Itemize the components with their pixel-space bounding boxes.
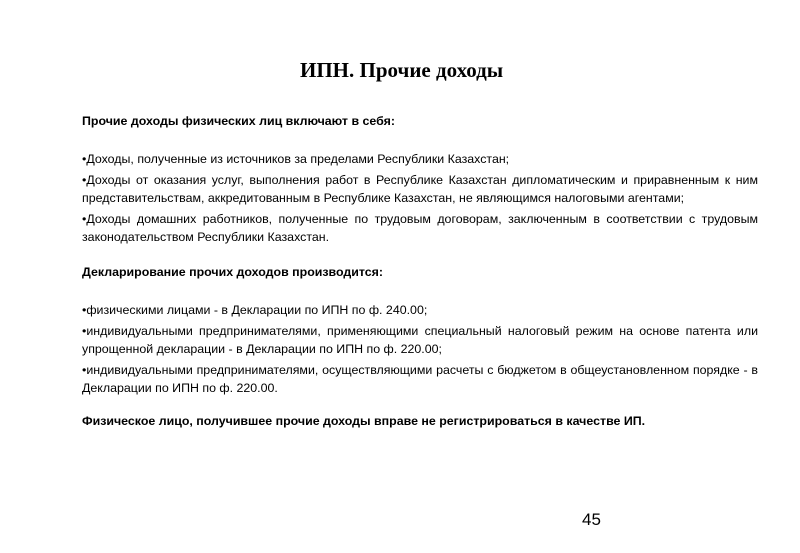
declaration-bullet-list bbox=[82, 302, 758, 398]
spacer bbox=[82, 282, 758, 302]
list-item: •Доходы, полученные из источников за пределами Республики Казахстан; bbox=[82, 151, 510, 166]
footer-note: Физическое лицо, получившее прочие доходы вправе не регистрироваться в качестве ИП. bbox=[82, 414, 646, 428]
slide-body bbox=[82, 113, 758, 431]
list-item: •индивидуальными предпринимателями, применяющими специальный налоговый режим на основе патента или упрощенной декларации - в Декларации по ИПН по ф. 220.00; bbox=[82, 324, 758, 356]
list-item: •физическими лицами - в Декларации по ИПН по ф. 240.00; bbox=[82, 302, 428, 317]
income-bullet-list bbox=[82, 151, 758, 247]
page-number: 45 bbox=[582, 510, 601, 529]
slide-title: ИПН. Прочие доходы bbox=[300, 58, 504, 82]
spacer bbox=[82, 131, 758, 151]
section-heading-income: Прочие доходы физических лиц включают в себя: bbox=[82, 114, 395, 128]
list-item: •индивидуальными предпринимателями, осуществляющими расчеты с бюджетом в общеустановленном порядке - в Декларации по ИПН по ф. 220.00. bbox=[82, 363, 758, 395]
list-item: •Доходы от оказания услуг, выполнения работ в Республике Казахстан дипломатическим и приравненным к ним представительствам, аккредитованным в Республике Казахстан, не являющимся налоговыми агентами; bbox=[82, 173, 758, 205]
section-heading-declaration: Декларирование прочих доходов производится: bbox=[82, 265, 384, 279]
list-item: •Доходы домашних работников, полученные по трудовым договорам, заключенным в соответствии с трудовым законодательством Республики Казахстан. bbox=[82, 212, 758, 244]
